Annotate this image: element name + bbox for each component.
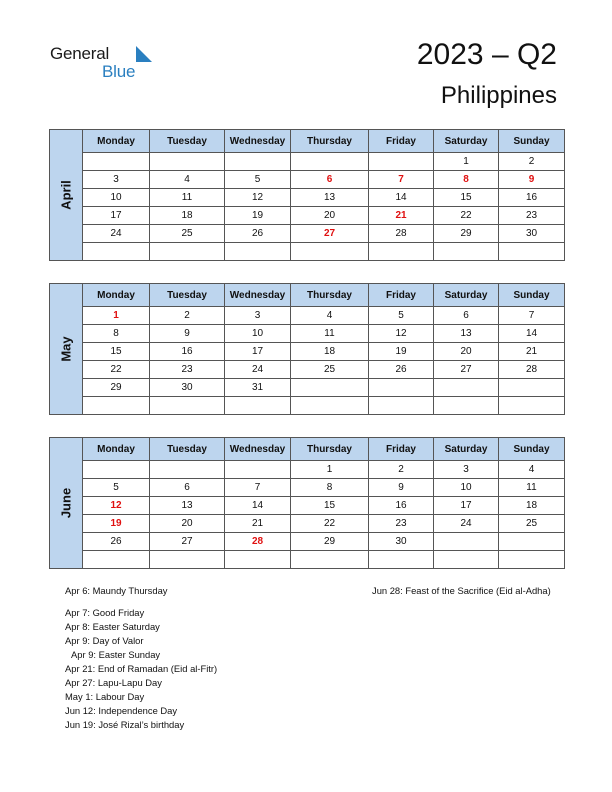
day-cell: 4: [150, 171, 225, 189]
day-cell: 30: [499, 225, 565, 243]
day-cell: 6: [291, 171, 369, 189]
day-cell: 21: [369, 207, 434, 225]
day-cell: 10: [434, 479, 499, 497]
day-cell: 3: [434, 461, 499, 479]
month-label-cell: [50, 284, 83, 415]
day-cell: [83, 461, 150, 479]
day-cell: 13: [434, 325, 499, 343]
calendar-table: [49, 437, 565, 569]
day-cell: 1: [83, 307, 150, 325]
month-june-table: [49, 437, 564, 569]
day-cell: [434, 533, 499, 551]
holiday-note: Jun 12: Independence Day: [65, 705, 178, 716]
day-cell: 16: [499, 189, 565, 207]
day-cell: 4: [291, 307, 369, 325]
day-cell: [225, 153, 291, 171]
day-cell: 25: [499, 515, 565, 533]
weekday-header: Saturday: [434, 130, 499, 153]
day-cell: [291, 397, 369, 415]
day-cell: [434, 379, 499, 397]
calendar-table: [49, 129, 565, 261]
day-cell: 7: [499, 307, 565, 325]
weekday-header: Thursday: [291, 130, 369, 153]
week-row: [50, 533, 565, 551]
day-cell: 19: [83, 515, 150, 533]
day-cell: 10: [83, 189, 150, 207]
holiday-notes-right: [372, 584, 552, 597]
day-cell: 25: [150, 225, 225, 243]
day-cell: [499, 551, 565, 569]
day-cell: 21: [499, 343, 565, 361]
day-cell: [83, 397, 150, 415]
holiday-note: Jun 19: José Rizal’s birthday: [65, 719, 185, 730]
day-cell: [291, 243, 369, 261]
weekday-header: Tuesday: [150, 438, 225, 461]
day-cell: 13: [150, 497, 225, 515]
day-cell: 27: [150, 533, 225, 551]
logo: [50, 44, 150, 84]
day-cell: 7: [369, 171, 434, 189]
day-cell: [434, 243, 499, 261]
logo-triangle-icon: [136, 46, 152, 62]
weekday-header: Monday: [83, 438, 150, 461]
day-cell: 15: [291, 497, 369, 515]
day-cell: 18: [499, 497, 565, 515]
day-cell: 30: [369, 533, 434, 551]
day-cell: 22: [83, 361, 150, 379]
day-cell: 16: [369, 497, 434, 515]
day-cell: [434, 551, 499, 569]
week-row: [50, 379, 565, 397]
day-cell: 2: [369, 461, 434, 479]
day-cell: 24: [225, 361, 291, 379]
day-cell: 20: [150, 515, 225, 533]
week-row: [50, 225, 565, 243]
day-cell: 13: [291, 189, 369, 207]
day-cell: 2: [499, 153, 565, 171]
holiday-note: Apr 9: Easter Sunday: [71, 649, 161, 660]
week-row: [50, 479, 565, 497]
day-cell: 9: [150, 325, 225, 343]
day-cell: [83, 551, 150, 569]
weekday-header: Friday: [369, 130, 434, 153]
day-cell: 3: [225, 307, 291, 325]
weekday-header: Sunday: [499, 284, 565, 307]
day-cell: 26: [369, 361, 434, 379]
holiday-note: Apr 7: Good Friday: [65, 607, 145, 618]
weekday-header-row: [50, 130, 565, 153]
weekday-header: Saturday: [434, 438, 499, 461]
page-title: 2023 – Q2: [416, 38, 557, 71]
month-label: May: [58, 336, 74, 362]
day-cell: 28: [499, 361, 565, 379]
day-cell: 5: [369, 307, 434, 325]
month-april-table: [49, 129, 564, 261]
day-cell: [499, 533, 565, 551]
week-row: [50, 361, 565, 379]
weekday-header-row: [50, 438, 565, 461]
day-cell: [499, 379, 565, 397]
day-cell: [150, 243, 225, 261]
day-cell: [369, 397, 434, 415]
month-label-cell: [50, 130, 83, 261]
day-cell: [499, 397, 565, 415]
day-cell: 12: [369, 325, 434, 343]
week-row: [50, 515, 565, 533]
day-cell: 20: [434, 343, 499, 361]
day-cell: 12: [225, 189, 291, 207]
week-row: [50, 307, 565, 325]
day-cell: 1: [434, 153, 499, 171]
logo-blue-text: Blue: [102, 62, 136, 81]
day-cell: 29: [83, 379, 150, 397]
day-cell: 9: [369, 479, 434, 497]
day-cell: 1: [291, 461, 369, 479]
day-cell: 24: [434, 515, 499, 533]
day-cell: 8: [291, 479, 369, 497]
weekday-header: Wednesday: [225, 130, 291, 153]
weekday-header: Tuesday: [150, 130, 225, 153]
day-cell: 26: [83, 533, 150, 551]
holiday-note: Jun 28: Feast of the Sacrifice (Eid al-Adha): [372, 585, 551, 596]
weekday-header: Saturday: [434, 284, 499, 307]
day-cell: 23: [150, 361, 225, 379]
day-cell: 12: [83, 497, 150, 515]
week-row: [50, 551, 565, 569]
day-cell: 7: [225, 479, 291, 497]
weekday-header: Friday: [369, 438, 434, 461]
week-row: [50, 497, 565, 515]
day-cell: 28: [369, 225, 434, 243]
day-cell: 6: [150, 479, 225, 497]
holiday-note: Apr 21: End of Ramadan (Eid al-Fitr): [65, 663, 218, 674]
day-cell: [225, 461, 291, 479]
day-cell: 25: [291, 361, 369, 379]
day-cell: [150, 551, 225, 569]
day-cell: 28: [225, 533, 291, 551]
day-cell: 20: [291, 207, 369, 225]
day-cell: [291, 551, 369, 569]
day-cell: 5: [225, 171, 291, 189]
day-cell: 8: [434, 171, 499, 189]
weekday-header: Monday: [83, 284, 150, 307]
day-cell: [434, 397, 499, 415]
day-cell: [150, 461, 225, 479]
day-cell: [291, 153, 369, 171]
day-cell: [369, 551, 434, 569]
weekday-header: Thursday: [291, 438, 369, 461]
weekday-header-row: [50, 284, 565, 307]
week-row: [50, 461, 565, 479]
weekday-header: Monday: [83, 130, 150, 153]
day-cell: 18: [291, 343, 369, 361]
day-cell: 14: [225, 497, 291, 515]
day-cell: 17: [225, 343, 291, 361]
day-cell: 23: [499, 207, 565, 225]
day-cell: 19: [369, 343, 434, 361]
holiday-note: Apr 6: Maundy Thursday: [65, 585, 168, 596]
day-cell: [369, 243, 434, 261]
day-cell: [225, 551, 291, 569]
day-cell: 10: [225, 325, 291, 343]
day-cell: 8: [83, 325, 150, 343]
month-may-table: [49, 283, 564, 415]
holiday-note: Apr 9: Day of Valor: [65, 635, 144, 646]
day-cell: 22: [434, 207, 499, 225]
day-cell: 15: [83, 343, 150, 361]
day-cell: [83, 153, 150, 171]
day-cell: 6: [434, 307, 499, 325]
week-row: [50, 171, 565, 189]
week-row: [50, 397, 565, 415]
weekday-header: Friday: [369, 284, 434, 307]
logo-general-text: General: [50, 44, 110, 63]
day-cell: [225, 397, 291, 415]
day-cell: 17: [83, 207, 150, 225]
day-cell: 14: [499, 325, 565, 343]
day-cell: 16: [150, 343, 225, 361]
day-cell: 4: [499, 461, 565, 479]
calendar-table: [49, 283, 565, 415]
day-cell: 30: [150, 379, 225, 397]
day-cell: [369, 153, 434, 171]
day-cell: [369, 379, 434, 397]
week-row: [50, 325, 565, 343]
day-cell: 11: [150, 189, 225, 207]
day-cell: 11: [291, 325, 369, 343]
day-cell: [291, 379, 369, 397]
day-cell: [150, 397, 225, 415]
day-cell: [499, 243, 565, 261]
holiday-note: Apr 8: Easter Saturday: [65, 621, 160, 632]
day-cell: 31: [225, 379, 291, 397]
day-cell: 23: [369, 515, 434, 533]
day-cell: 5: [83, 479, 150, 497]
country-name: Philippines: [440, 82, 557, 109]
week-row: [50, 153, 565, 171]
day-cell: 17: [434, 497, 499, 515]
day-cell: 19: [225, 207, 291, 225]
month-label-cell: [50, 438, 83, 569]
day-cell: [83, 243, 150, 261]
day-cell: 27: [291, 225, 369, 243]
day-cell: 9: [499, 171, 565, 189]
week-row: [50, 243, 565, 261]
weekday-header: Tuesday: [150, 284, 225, 307]
day-cell: 14: [369, 189, 434, 207]
weekday-header: Thursday: [291, 284, 369, 307]
day-cell: 29: [291, 533, 369, 551]
week-row: [50, 343, 565, 361]
weekday-header: Wednesday: [225, 438, 291, 461]
day-cell: 21: [225, 515, 291, 533]
day-cell: 26: [225, 225, 291, 243]
day-cell: 2: [150, 307, 225, 325]
day-cell: 15: [434, 189, 499, 207]
day-cell: [225, 243, 291, 261]
holiday-note: May 1: Labour Day: [65, 691, 145, 702]
week-row: [50, 189, 565, 207]
day-cell: 11: [499, 479, 565, 497]
day-cell: 27: [434, 361, 499, 379]
day-cell: 3: [83, 171, 150, 189]
weekday-header: Sunday: [499, 130, 565, 153]
month-label: April: [58, 180, 74, 210]
week-row: [50, 207, 565, 225]
month-label: June: [58, 487, 74, 519]
day-cell: [150, 153, 225, 171]
holiday-notes-left: [65, 584, 217, 732]
day-cell: 22: [291, 515, 369, 533]
holiday-note: Apr 27: Lapu-Lapu Day: [65, 677, 162, 688]
weekday-header: Sunday: [499, 438, 565, 461]
weekday-header: Wednesday: [225, 284, 291, 307]
day-cell: 18: [150, 207, 225, 225]
day-cell: 24: [83, 225, 150, 243]
day-cell: 29: [434, 225, 499, 243]
